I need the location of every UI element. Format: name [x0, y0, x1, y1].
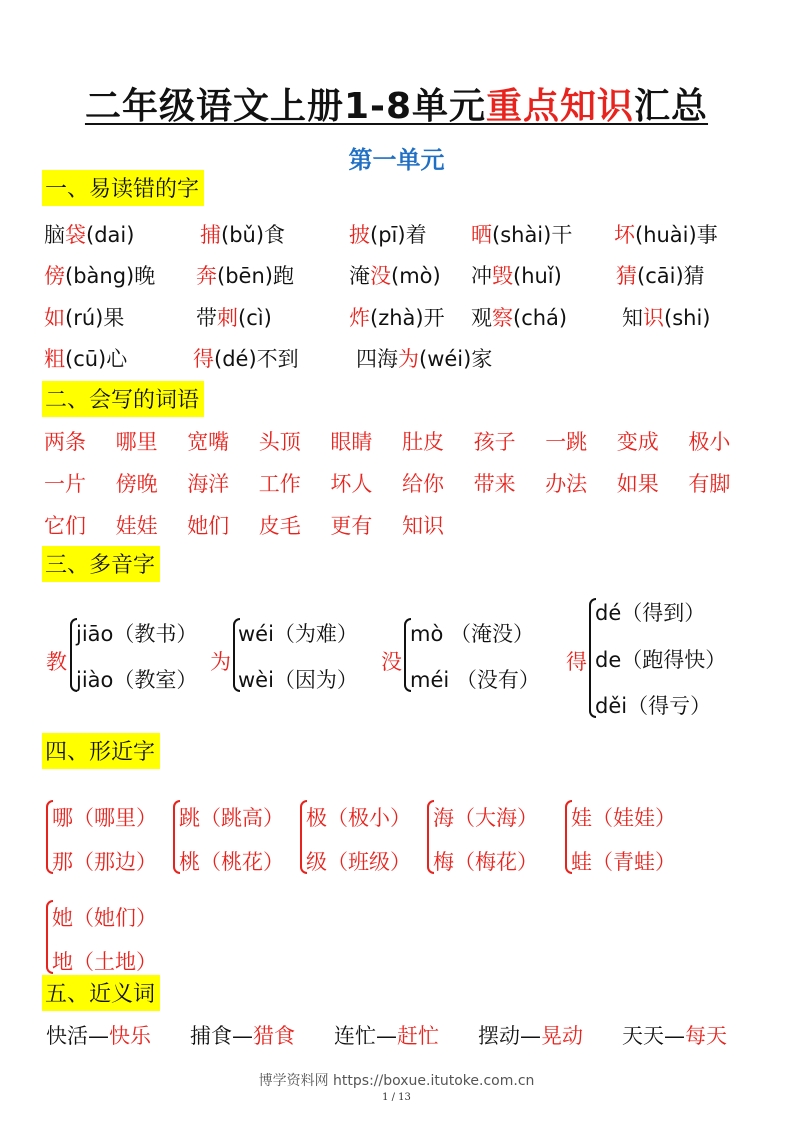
polyphone-char: 为 [210, 650, 231, 674]
polyphone-reading: wéi（为难） [238, 622, 358, 646]
polyphone-reading: mò （淹没） [410, 622, 534, 646]
word-item: 它们 [44, 514, 86, 538]
polyphone-reading: jiào（教室） [76, 668, 198, 692]
misread-item: 傍(bàng)晚 [44, 264, 156, 288]
word-item: 给你 [402, 472, 444, 496]
title-part2: 重点知识 [486, 86, 635, 127]
word-item: 坏人 [330, 472, 373, 496]
polyphone-reading: děi（得亏） [595, 694, 712, 718]
misread-item: 如(rú)果 [44, 306, 125, 330]
section-heading-similar: 四、形近字 [42, 733, 160, 769]
synonym-pair: 连忙—赶忙 [334, 1024, 439, 1048]
word-item: 两条 [44, 430, 86, 454]
misread-item: 披(pī)着 [349, 223, 427, 247]
similar-char: 娃（娃娃） [571, 806, 676, 830]
section-heading-polyphones: 三、多音字 [42, 546, 160, 582]
word-item: 一片 [44, 472, 86, 496]
misread-item: 脑袋(dai) [44, 223, 135, 247]
misread-item: 炸(zhà)开 [349, 306, 445, 330]
word-item: 孩子 [473, 430, 516, 454]
word-item: 更有 [330, 514, 373, 538]
title-part1: 二年级语文上册1-8单元 [84, 86, 486, 127]
synonym-pair: 捕食—猎食 [190, 1024, 295, 1048]
word-item: 带来 [473, 472, 516, 496]
polyphone-char: 没 [381, 650, 402, 674]
misread-item: 观察(chá) [471, 306, 568, 330]
word-item: 海洋 [187, 472, 230, 496]
unit-heading: 第一单元 [348, 146, 445, 174]
polyphone-reading: de（跑得快） [595, 648, 727, 672]
misread-item: 知识(shi) [622, 306, 711, 330]
word-item: 皮毛 [258, 514, 301, 538]
word-item: 办法 [545, 472, 588, 496]
misread-item: 淹没(mò) [349, 264, 441, 288]
polyphone-char: 得 [566, 650, 587, 674]
word-item: 肚皮 [402, 430, 444, 454]
polyphone-reading: wèi（因为） [238, 668, 358, 692]
polyphone-char: 教 [46, 650, 67, 674]
word-item: 有脚 [688, 472, 731, 496]
misread-item: 得(dé)不到 [193, 347, 299, 371]
misread-item: 坏(huài)事 [614, 223, 718, 247]
similar-char: 桃（桃花） [179, 850, 284, 874]
page-title [0, 78, 793, 129]
synonym-pair: 快活—快乐 [46, 1024, 151, 1048]
word-item: 变成 [616, 430, 659, 454]
synonym-pair: 天天—每天 [622, 1024, 727, 1048]
word-item: 娃娃 [115, 514, 158, 538]
similar-char: 那（那边） [52, 850, 157, 874]
similar-char: 她（她们） [52, 906, 157, 930]
similar-char: 跳（跳高） [179, 806, 284, 830]
polyphone-reading: dé（得到） [595, 601, 706, 625]
synonym-pair: 摆动—晃动 [478, 1024, 583, 1048]
misread-item: 冲毁(huǐ) [471, 264, 562, 288]
word-item: 工作 [258, 472, 301, 496]
misread-item: 晒(shài)干 [471, 223, 573, 247]
misread-item: 奔(bēn)跑 [196, 264, 294, 288]
misread-item: 猜(cāi)猜 [616, 264, 705, 288]
similar-char: 海（大海） [433, 806, 538, 830]
misread-item: 四海为(wéi)家 [356, 347, 493, 371]
word-item: 一跳 [545, 430, 588, 454]
word-item: 眼睛 [330, 430, 373, 454]
polyphone-reading: jiāo（教书） [76, 622, 198, 646]
word-item: 头顶 [258, 430, 301, 454]
title-part3: 汇总 [634, 86, 709, 127]
misread-item: 粗(cū)心 [44, 347, 128, 371]
word-item: 她们 [187, 514, 230, 538]
word-item: 知识 [402, 514, 444, 538]
similar-char: 蛙（青蛙） [571, 850, 676, 874]
section-heading-misread: 一、易读错的字 [42, 170, 204, 206]
similar-char: 梅（梅花） [433, 850, 538, 874]
word-item: 傍晚 [115, 472, 158, 496]
word-item: 极小 [688, 430, 731, 454]
word-item: 宽嘴 [187, 430, 230, 454]
similar-char: 地（土地） [52, 950, 157, 974]
page-number: 1 / 13 [382, 1092, 411, 1103]
word-item: 如果 [616, 472, 659, 496]
misread-item: 带刺(cì) [196, 306, 272, 330]
word-item: 哪里 [115, 430, 158, 454]
section-heading-synonyms: 五、近义词 [42, 975, 160, 1011]
similar-char: 极（极小） [306, 806, 411, 830]
polyphone-reading: méi （没有） [410, 668, 540, 692]
misread-item: 捕(bǔ)食 [200, 223, 286, 247]
footer-watermark: 博学资料网 https://boxue.itutoke.com.cn [258, 1073, 535, 1089]
section-heading-words: 二、会写的词语 [42, 381, 204, 417]
similar-char: 级（班级） [306, 850, 411, 874]
similar-char: 哪（哪里） [52, 806, 157, 830]
